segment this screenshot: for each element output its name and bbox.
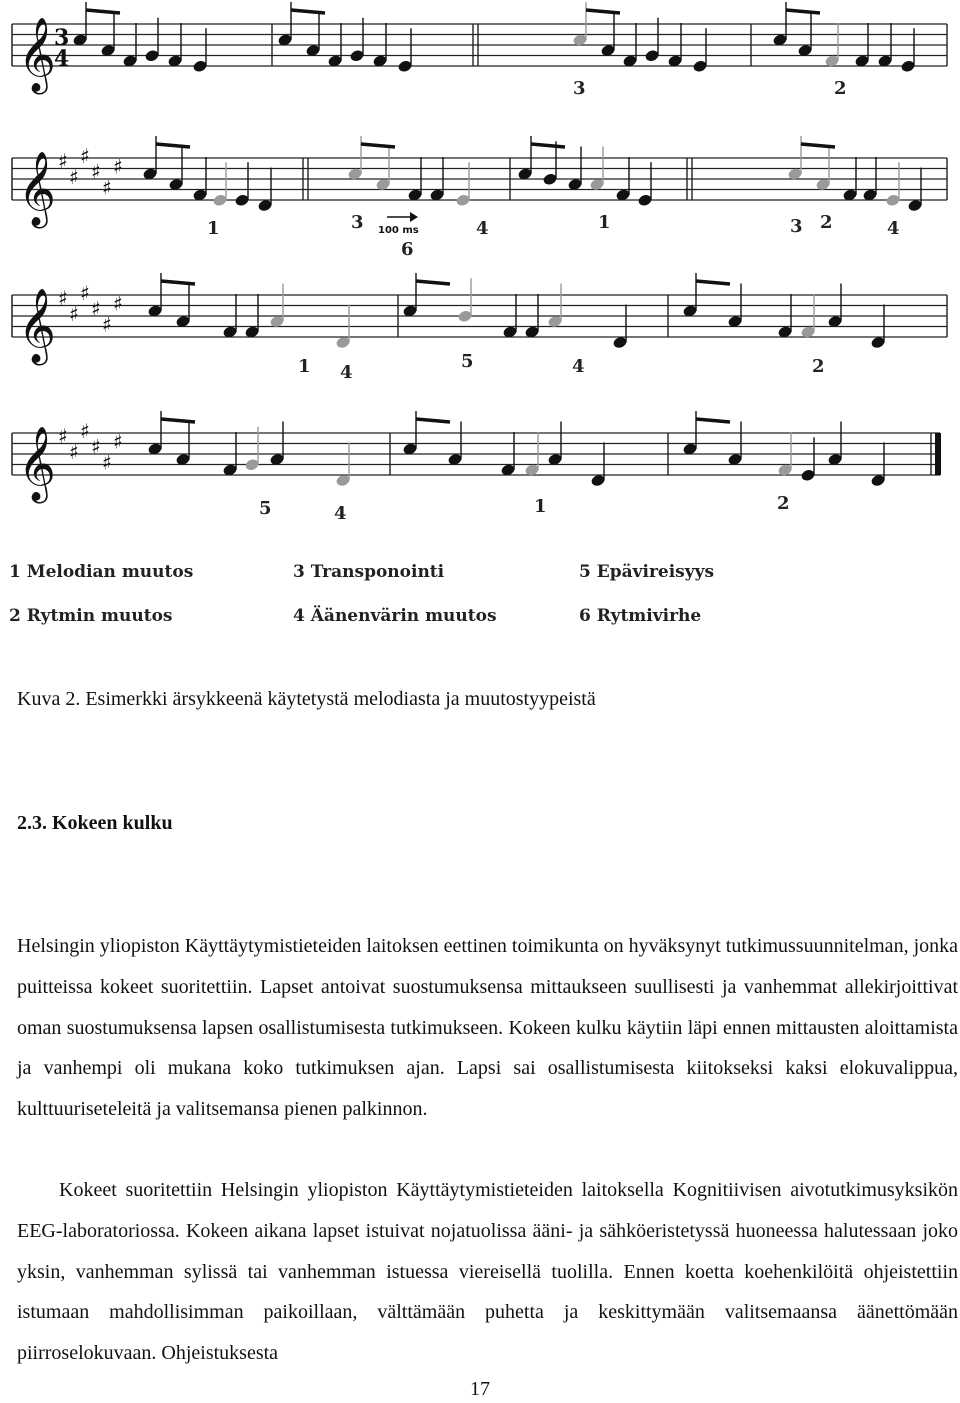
change-marker-label: 2	[812, 356, 825, 377]
treble-clef-icon: 𝄞	[18, 289, 56, 363]
legend-item-rhythm-error: 6 Rytmivirhe	[579, 606, 702, 626]
note-beam	[586, 10, 620, 13]
change-marker-label: 4	[476, 218, 489, 239]
page-number: 17	[470, 1378, 490, 1400]
sharp-icon: ♯	[113, 429, 123, 454]
music-notation-figure	[0, 0, 960, 530]
paragraph: Kokeet suoritettiin Helsingin yliopiston Käyttäytymistieteiden laitoksella Kognitiivisen aivotutkimusyksikön EEG-laboratoriossa. Kokeen aikana lapset istuivat nojatuolissa ääni- ja sähköeristetyssä huoneessa halutessaan joko yksin, vanhemman sylissä tai vanhemman istuessa viereisellä tuolilla. Ennen koetta koehenkilöitä ohjeistettiin istumaan mahdollisimman paikoillaan, välttämään puhetta ja keskittymään valitsemaansa äänettömään piirroselokuvaan. Ohjeistuksesta	[17, 1179, 958, 1365]
sharp-icon: ♯	[69, 164, 79, 189]
note-beam	[416, 419, 450, 422]
arrow-label: 100 ms	[378, 225, 419, 236]
time-signature-bottom: 4	[54, 46, 70, 72]
note-beam	[161, 281, 195, 284]
sharp-icon: ♯	[102, 450, 112, 475]
legend-item-transposition: 3 Transponointi	[293, 562, 445, 582]
note-beam	[531, 144, 565, 147]
treble-clef-icon: 𝄞	[18, 152, 56, 226]
change-marker-label: 3	[790, 216, 803, 237]
note-beam	[86, 10, 120, 13]
sharp-icon: ♯	[113, 291, 123, 316]
change-marker-label: 2	[834, 78, 847, 99]
note-beam	[156, 144, 190, 147]
change-marker-label: 2	[777, 493, 790, 514]
note-beam	[696, 281, 730, 284]
sharp-icon: ♯	[58, 424, 68, 448]
sharp-icon: ♯	[91, 434, 101, 459]
change-marker-label: 4	[887, 218, 900, 239]
note-beam	[416, 281, 450, 284]
sharp-icon: ♯	[69, 301, 79, 326]
legend-item-mistuning: 5 Epävireisyys	[579, 562, 715, 582]
change-marker-label: 4	[340, 362, 353, 383]
change-marker-label: 3	[351, 212, 364, 233]
sharp-icon: ♯	[58, 149, 68, 173]
treble-clef-icon: 𝄞	[18, 18, 56, 92]
note-beam	[291, 10, 325, 13]
change-marker-label: 4	[334, 503, 347, 524]
final-barline	[935, 433, 941, 475]
change-marker-label: 5	[259, 498, 272, 519]
section-heading: 2.3. Kokeen kulku	[17, 812, 173, 834]
sharp-icon: ♯	[80, 143, 90, 168]
note-beam	[801, 144, 835, 147]
change-marker-label: 4	[572, 356, 585, 377]
sharp-icon: ♯	[69, 439, 79, 464]
note-beam	[161, 419, 195, 422]
change-marker-label: 6	[401, 239, 414, 260]
note-beam	[786, 10, 820, 13]
legend-item-melody-change: 1 Melodian muutos	[9, 562, 194, 582]
legend-item-rhythm-change: 2 Rytmin muutos	[9, 606, 173, 626]
note-beam	[696, 419, 730, 422]
note-beam	[361, 144, 395, 147]
treble-clef-icon: 𝄞	[18, 427, 56, 501]
paragraph: Helsingin yliopiston Käyttäytymistieteiden laitoksen eettinen toimikunta on hyväksynyt tutkimussuunnitelman, jonka puitteissa kokeet suoritettiin. Lapset antoivat suostumuksensa mittaukseen suullisesti ja vanhemmat allekirjoittivat oman suostumuksensa lapsen osallistumisesta tutkimukseen. Kokeen kulku käytiin läpi ennen mittausten aloittamista ja vanhempi oli mukana koko tutkimuksen ajan. Lapsi sai osallistumisesta kiitokseksi kaksi elokuvalippua, kulttuuriseteleitä ja valitsemansa pienen palkinnon.	[17, 935, 958, 1121]
change-marker-label: 2	[820, 212, 833, 233]
change-marker-label: 1	[598, 212, 611, 233]
sharp-icon: ♯	[113, 154, 123, 179]
sharp-icon: ♯	[102, 312, 112, 337]
sharp-icon: ♯	[58, 286, 68, 310]
change-marker-label: 1	[298, 356, 311, 377]
sharp-icon: ♯	[102, 175, 112, 200]
figure-caption: Kuva 2. Esimerkki ärsykkeenä käytetystä melodiasta ja muutostyypeistä	[17, 688, 596, 710]
change-marker-label: 5	[461, 351, 474, 372]
change-marker-label: 1	[534, 496, 547, 517]
change-marker-label: 1	[207, 218, 220, 239]
sharp-icon: ♯	[91, 159, 101, 184]
time-signature-top: 3	[54, 25, 70, 51]
sharp-icon: ♯	[80, 418, 90, 443]
change-marker-label: 3	[573, 78, 586, 99]
sharp-icon: ♯	[91, 296, 101, 321]
legend-item-timbre-change: 4 Äänenvärin muutos	[293, 606, 497, 626]
arrow-icon	[410, 212, 418, 222]
sharp-icon: ♯	[80, 280, 90, 305]
